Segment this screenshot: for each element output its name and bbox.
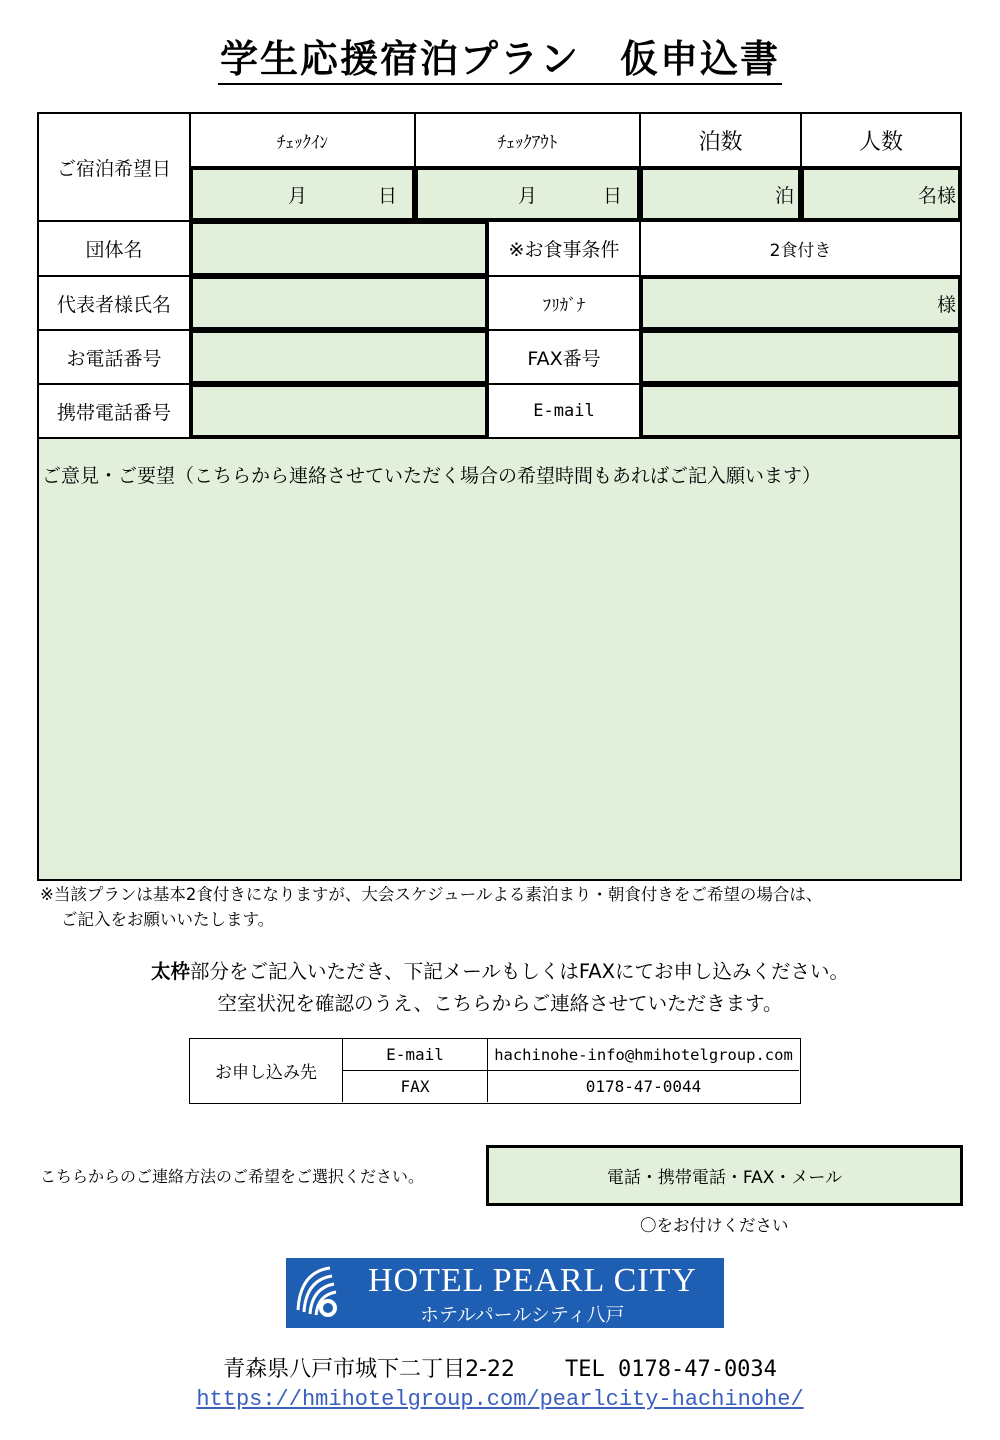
application-form	[37, 112, 962, 881]
checkout-day-unit: 日	[603, 184, 623, 207]
email-label: E-mail	[488, 384, 640, 438]
page-title: 学生応援宿泊プラン 仮申込書	[0, 28, 1000, 83]
instruction-line-2: 空室状況を確認のうえ、こちらからご連絡させていただきます。	[217, 992, 783, 1015]
footer-address-line	[0, 1352, 1000, 1383]
people-header: 人数	[801, 113, 961, 167]
note-line-2: ご記入をお願いいたします。	[61, 910, 275, 929]
meal-value: 2食付き	[640, 221, 961, 276]
comments-label: ご意見・ご要望（こちらから連絡させていただく場合の希望時間もあればご記入願います）	[42, 465, 822, 487]
footer-address: 青森県八戸市城下二丁目2-22	[223, 1357, 515, 1382]
checkout-header: ﾁｪｯｸｱｳﾄ	[415, 113, 640, 167]
instruction-bold: 太枠	[151, 960, 191, 983]
contact-email-label: E-mail	[343, 1039, 488, 1071]
contact-fax-label: FAX	[343, 1071, 488, 1102]
checkin-day-unit: 日	[378, 184, 398, 207]
contact-method-options[interactable]: 電話・携帯電話・FAX・メール	[486, 1145, 963, 1206]
footer-url-line	[0, 1386, 1000, 1412]
email-field[interactable]	[640, 384, 961, 438]
instruction-line-1	[0, 956, 1000, 984]
contact-fax-number: 0178-47-0044	[585, 1077, 702, 1096]
representative-name-field[interactable]	[190, 276, 488, 330]
nights-unit: 泊	[774, 184, 794, 207]
representative-label: 代表者様氏名	[38, 276, 190, 330]
people-unit: 名様	[917, 184, 956, 207]
contact-label: お申し込み先	[190, 1039, 343, 1102]
phone-field[interactable]	[190, 330, 488, 384]
shell-icon	[290, 1260, 360, 1326]
meal-label: ※お食事条件	[488, 221, 640, 276]
hotel-logo	[286, 1258, 724, 1328]
checkout-field[interactable]	[415, 167, 640, 221]
people-field[interactable]	[801, 167, 961, 221]
logo-name-jp: ホテルパールシティ八戸	[420, 1304, 625, 1326]
checkin-month-unit: 月	[288, 184, 308, 207]
checkin-field[interactable]	[190, 167, 415, 221]
furigana-label: ﾌﾘｶﾞﾅ	[488, 276, 640, 330]
footer-tel: TEL 0178-47-0034	[565, 1357, 777, 1382]
mobile-label: 携帯電話番号	[38, 384, 190, 438]
honorific-suffix: 様	[936, 293, 956, 316]
instruction-rest: 部分をご記入いただき、下記メールもしくはFAXにてお申し込みください。	[190, 960, 849, 983]
plan-note	[40, 882, 822, 932]
nights-header: 泊数	[640, 113, 801, 167]
mobile-field[interactable]	[190, 384, 488, 438]
comments-field[interactable]	[38, 438, 961, 880]
nights-field[interactable]	[640, 167, 801, 221]
note-line-1: ※当該プランは基本2食付きになりますが、大会スケジュールよる素泊まり・朝食付きをご希望の場合は、	[40, 885, 823, 904]
stay-date-label: ご宿泊希望日	[38, 113, 190, 221]
footer-url-link[interactable]: https://hmihotelgroup.com/pearlcity-hachinohe/	[196, 1387, 804, 1412]
contact-method-hint: 〇をお付けください	[640, 1216, 789, 1235]
contact-method-prompt: こちらからのご連絡方法のご希望をご選択ください。	[40, 1167, 425, 1186]
fax-label: FAX番号	[488, 330, 640, 384]
group-name-field[interactable]	[190, 221, 488, 276]
contact-table	[189, 1038, 801, 1104]
fax-field[interactable]	[640, 330, 961, 384]
checkout-month-unit: 月	[518, 184, 538, 207]
furigana-field[interactable]	[640, 276, 961, 330]
logo-name-en: HOTEL PEARL CITY	[368, 1262, 697, 1299]
phone-label: お電話番号	[38, 330, 190, 384]
contact-email-link[interactable]: hachinohe-info@hmihotelgroup.com	[488, 1039, 799, 1071]
checkin-header: ﾁｪｯｸｲﾝ	[190, 113, 415, 167]
group-label: 団体名	[38, 221, 190, 276]
